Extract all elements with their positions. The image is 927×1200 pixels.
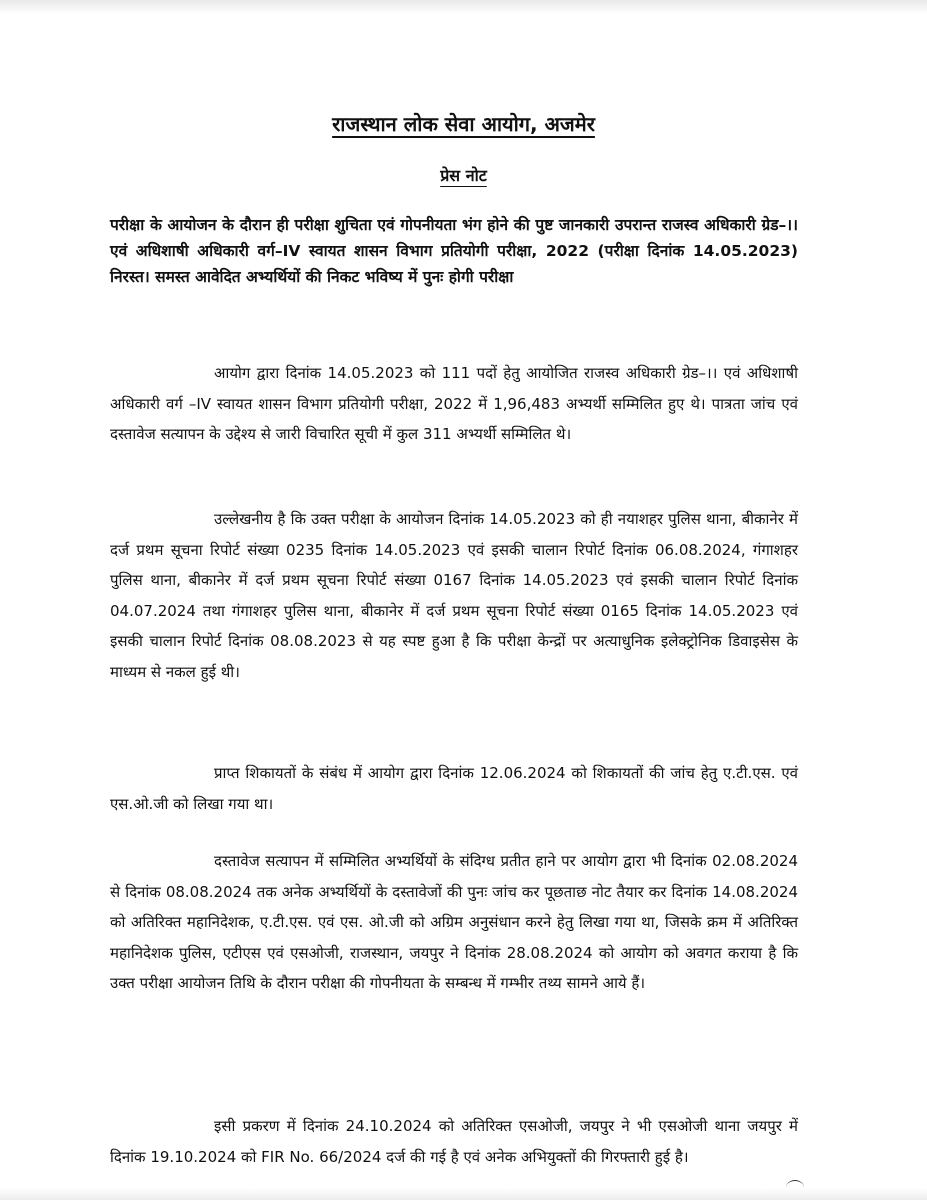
organization-title: राजस्थान लोक सेवा आयोग, अजमेर [332, 112, 595, 136]
press-note-headline: परीक्षा के आयोजन के दौरान ही परीक्षा शुचिता एवं गोपनीयता भंग होने की पुष्ट जानकारी उपरान्त राजस्व अधिकारी ग्रेड–।। एवं अधिशाषी अधिकारी वर्ग–IV स्वायत शासन विभाग प्रतियोगी परीक्षा, 2022 (परीक्षा दिनांक 14.05.2023) निरस्त। समस्त आवेदित अभ्यर्थियों की निकट भविष्य में पुनः होगी परीक्षा [110, 216, 798, 286]
paragraph-exam-summary: आयोग द्वारा दिनांक 14.05.2023 को 111 पदों हेतु आयोजित राजस्व अधिकारी ग्रेड–।। एवं अधिशाषी अधिकारी वर्ग –IV स्वायत शासन विभाग प्रतियोगी परीक्षा, 2022 में 1,96,483 अभ्यर्थी सम्मिलित हुए थे। पात्रता जांच एवं दस्तावेज सत्यापन के उद्देश्य से जारी विचारित सूची में कुल 311 अभ्यर्थी सम्मिलित थे। [110, 364, 798, 443]
paragraph-complaints: प्राप्त शिकायतों के संबंध में आयोग द्वारा दिनांक 12.06.2024 को शिकायतों की जांच हेतु ए.टी.एस. एवं एस.ओ.जी को लिखा गया था। [110, 764, 798, 813]
paragraph-sog-fir: इसी प्रकरण में दिनांक 24.10.2024 को अतिरिक्त एसओजी, जयपुर ने भी एसओजी थाना जयपुर में दिनांक 19.10.2024 को FIR No. 66/2024 दर्ज की गई है एवं अनेक अभियुक्तों की गिरफ्तारी हुई है। [110, 1117, 798, 1166]
scan-edge-top [0, 0, 927, 14]
paragraph-document-verification: दस्तावेज सत्यापन में सम्मिलित अभ्यर्थियों के संदिग्ध प्रतीत हाने पर आयोग द्वारा भी दिनांक 02.08.2024 से दिनांक 08.08.2024 तक अनेक अभ्यर्थियों के दस्तावेजों की पुनः जांच कर पूछताछ नोट तैयार कर दिनांक 14.08.2024 को अतिरिक्त महानिदेशक, ए.टी.एस. एवं एस. ओ.जी को अग्रिम अनुसंधान करने हेतु लिखा गया था, जिसके क्रम में अतिरिक्त महानिदेशक पुलिस, एटीएस एवं एसओजी, राजस्थान, जयपुर ने दिनांक 28.08.2024 को आयोग को अवगत कराया है कि उक्त परीक्षा आयोजन तिथि के दौरान परीक्षा की गोपनीयता के सम्बन्ध में गम्भीर तथ्य सामने आये हैं। [110, 852, 798, 992]
scan-edge-bottom [0, 1188, 927, 1200]
document-type-heading: प्रेस नोट [440, 166, 487, 185]
paragraph-fir-details: उल्लेखनीय है कि उक्त परीक्षा के आयोजन दिनांक 14.05.2023 को ही नयाशहर पुलिस थाना, बीकानेर में दर्ज प्रथम सूचना रिपोर्ट संख्या 0235 दिनांक 14.05.2023 एवं इसकी चालान रिपोर्ट दिनांक 06.08.2024, गंगाशहर पुलिस थाना, बीकानेर में दर्ज प्रथम सूचना रिपोर्ट संख्या 0167 दिनांक 14.05.2023 एवं इसकी चालान रिपोर्ट दिनांक 04.07.2024 तथा गंगाशहर पुलिस थाना, बीकानेर में दर्ज प्रथम सूचना रिपोर्ट संख्या 0165 दिनांक 14.05.2023 एवं इसकी चालान रिपोर्ट दिनांक 08.08.2023 से यह स्पष्ट हुआ है कि परीक्षा केन्द्रों पर अत्याधुनिक इलेक्ट्रोनिक डिवाइसेस के माध्यम से नकल हुई थी। [110, 510, 798, 681]
